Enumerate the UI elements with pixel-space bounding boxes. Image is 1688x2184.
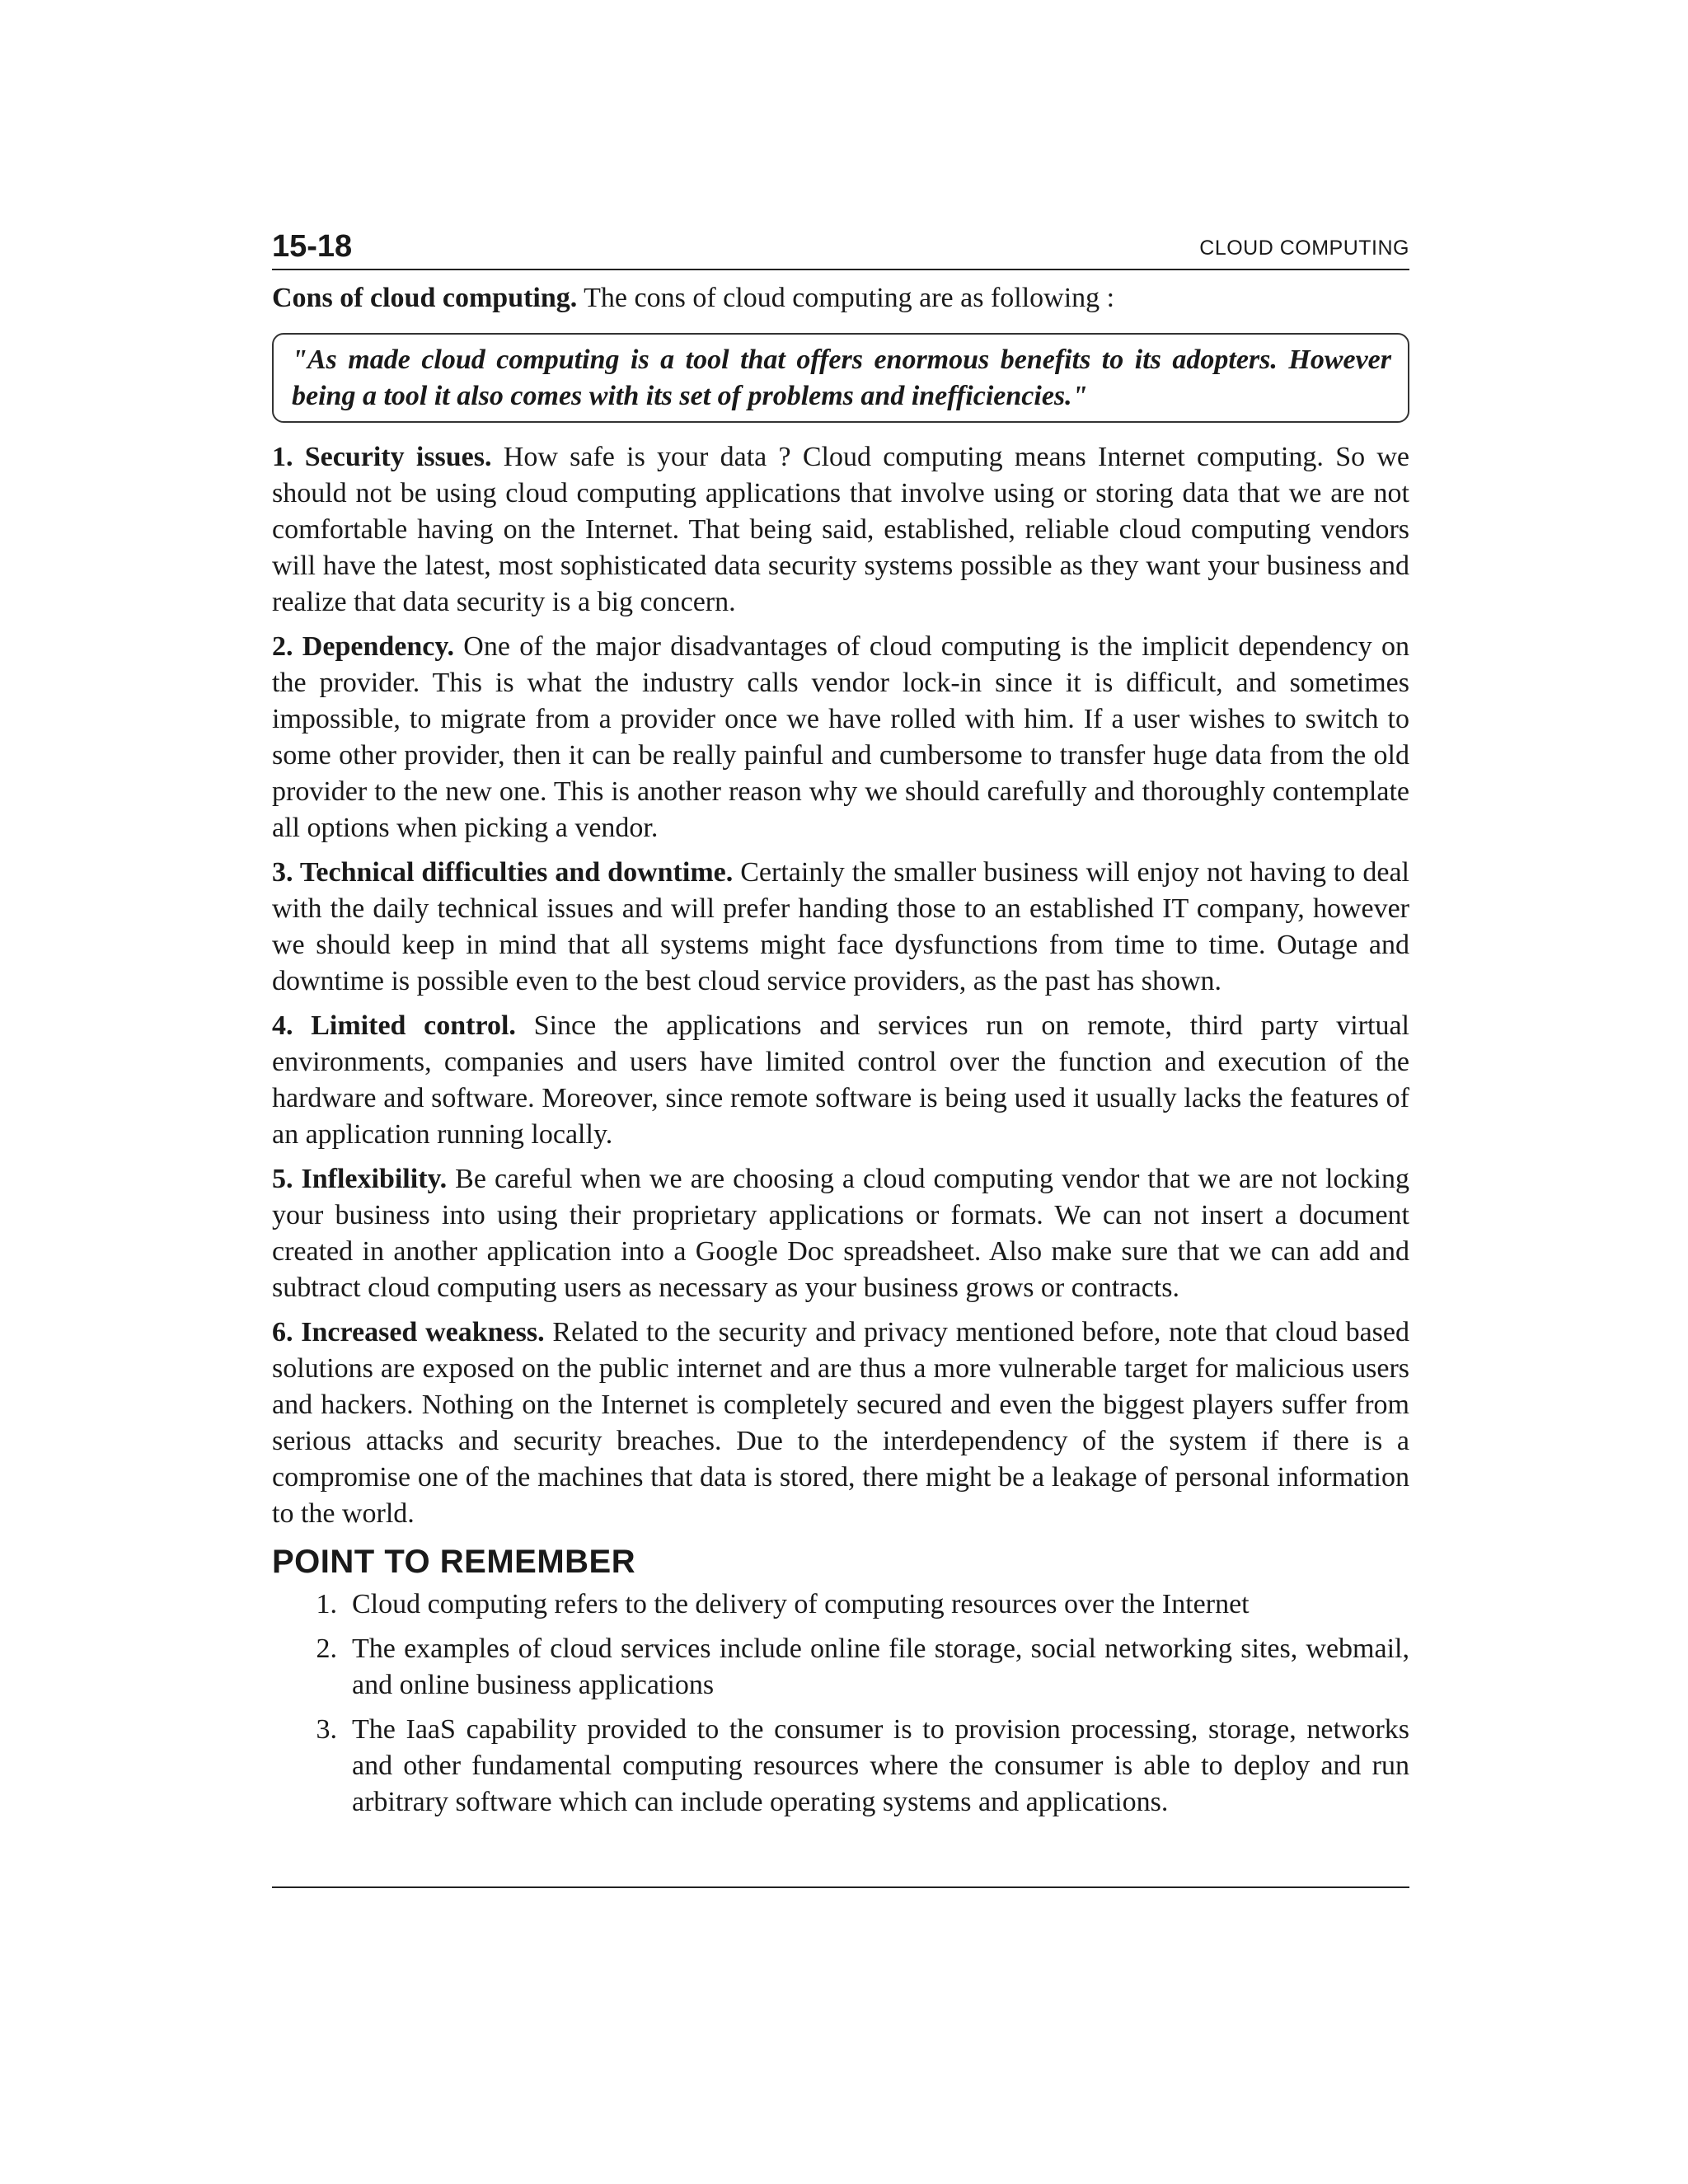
list-item-number: 1.	[316, 1589, 337, 1619]
running-title: CLOUD COMPUTING	[1199, 237, 1409, 260]
cons-item-security	[272, 439, 1409, 621]
cons-item-text: Be careful when we are choosing a cloud computing vendor that we are not locking your business into using their proprietary applications or formats. We can not insert a document created in another application into a Google Doc spreadsheet. Also make sure that we can add and subtract cloud computing users as necessary as your business grows or contracts.	[272, 1164, 1409, 1303]
list-item-text: The IaaS capability provided to the consumer is to provision processing, storage, networks and other fundamental computing resources where the consumer is able to deploy and run arbitrary software which can include operating systems and applications.	[352, 1714, 1409, 1817]
cons-item-text: Certainly the smaller business will enjoy not having to deal with the daily technical issues and will prefer handing those to an established IT company, however we should keep in mind that all systems might face dysfunctions from time to time. Outage and downtime is possible even to the best cloud service providers, as the past has shown.	[272, 857, 1410, 996]
cons-item-inflexibility	[272, 1161, 1409, 1306]
cons-item-lead: 4. Limited control.	[272, 1010, 516, 1041]
cons-item-limited-control	[272, 1008, 1409, 1153]
cons-item-text: One of the major disadvantages of cloud computing is the implicit dependency on the provider. This is what the industry calls vendor lock-in since it is difficult, and sometimes impossible, to migrate from a provider once we have rolled with him. If a user wishes to switch to some other provider, then it can be really painful and cumbersome to transfer huge data from the old provider to the new one. This is another reason why we should carefully and thoroughly contemplate all options when picking a vendor.	[272, 631, 1409, 843]
list-item	[272, 1712, 1409, 1821]
cons-item-lead: 5. Inflexibility.	[272, 1164, 448, 1194]
quote-text: "As made cloud computing is a tool that offers enormous benefits to its adopters. However being a tool it also comes with its set of problems and inefficiencies."	[292, 344, 1391, 411]
quote-box	[272, 333, 1409, 423]
book-page	[272, 231, 1409, 1829]
intro-paragraph	[272, 280, 1409, 316]
cons-item-dependency	[272, 629, 1409, 846]
list-item-text: The examples of cloud services include online file storage, social networking sites, webmail, and online business applications	[352, 1633, 1409, 1700]
footer-rule	[272, 1886, 1409, 1888]
intro-lead: Cons of cloud computing.	[272, 283, 578, 313]
list-item-number: 3.	[316, 1714, 337, 1745]
cons-item-text: How safe is your data ? Cloud computing means Internet computing. So we should not be using cloud computing applications that involve using or storing data that we are not comfortable having on the Internet. That being said, established, reliable cloud computing vendors will have the latest, most sophisticated data security systems possible as they want your business and realize that data security is a big concern.	[272, 442, 1409, 617]
cons-item-text: Since the applications and services run on remote, third party virtual environments, companies and users have limited control over the function and execution of the hardware and software. Moreover, since remote software is being used it usually lacks the features of an application running locally.	[272, 1010, 1409, 1150]
cons-item-lead: 2. Dependency.	[272, 631, 454, 662]
cons-item-technical-difficulties	[272, 855, 1409, 1000]
list-item-number: 2.	[316, 1633, 337, 1664]
page-header	[272, 231, 1409, 270]
cons-item-lead: 1. Security issues.	[272, 442, 492, 472]
list-item	[272, 1631, 1409, 1704]
intro-text: The cons of cloud computing are as following :	[577, 283, 1115, 313]
points-list	[272, 1586, 1409, 1821]
cons-item-text: Related to the security and privacy mentioned before, note that cloud based solutions are exposed on the public internet and are thus a more vulnerable target for malicious users and hackers. Nothing on the Internet is completely secured and even the biggest players suffer from serious attacks and security breaches. Due to the interdependency of the system if there is a compromise one of the machines that data is stored, there might be a leakage of personal information to the world.	[272, 1317, 1410, 1529]
cons-item-lead: 3. Technical difficulties and downtime.	[272, 857, 734, 888]
list-item	[272, 1586, 1409, 1623]
cons-item-increased-weakness	[272, 1315, 1409, 1532]
section-heading: POINT TO REMEMBER	[272, 1544, 636, 1580]
cons-item-lead: 6. Increased weakness.	[272, 1317, 545, 1347]
page-number: 15-18	[272, 229, 353, 264]
list-item-text: Cloud computing refers to the delivery of computing resources over the Internet	[352, 1589, 1250, 1619]
